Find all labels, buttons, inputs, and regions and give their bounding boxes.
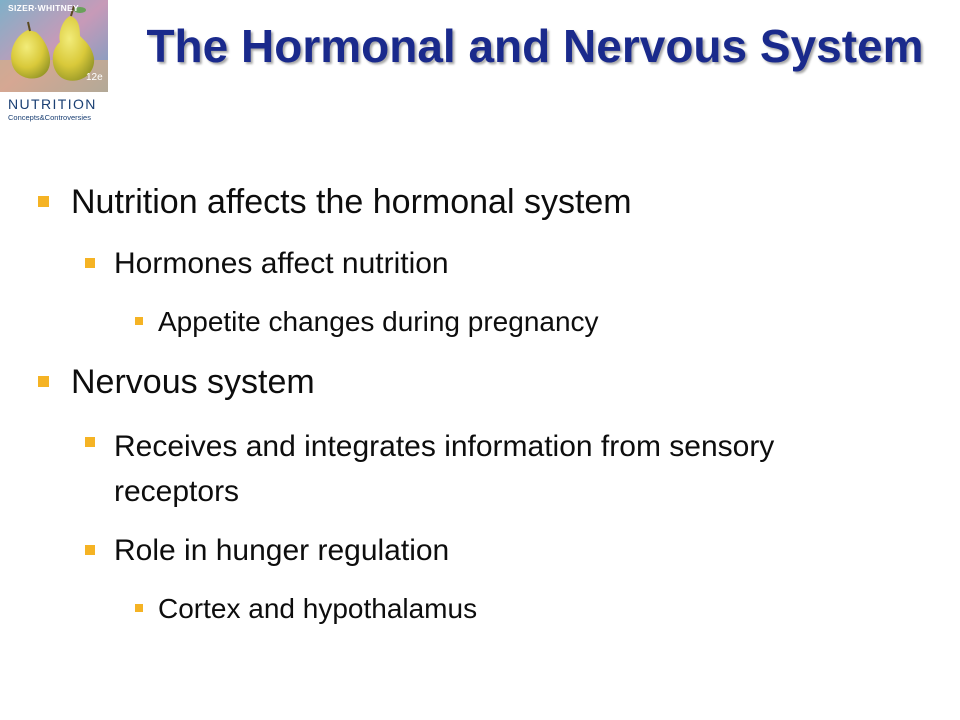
bullet-square-icon bbox=[85, 437, 95, 447]
bullet-level-2 bbox=[114, 245, 934, 283]
bullet-square-icon bbox=[38, 196, 49, 207]
logo-brand: NUTRITION bbox=[8, 96, 97, 112]
bullet-text: Nutrition affects the hormonal system bbox=[71, 183, 632, 221]
bullet-square-icon bbox=[135, 317, 143, 325]
bullet-level-3 bbox=[158, 305, 938, 339]
bullet-text: Cortex and hypothalamus bbox=[158, 593, 478, 624]
bullet-text: Hormones affect nutrition bbox=[114, 247, 449, 280]
bullet-square-icon bbox=[38, 376, 49, 387]
bullet-text: Nervous system bbox=[71, 363, 315, 401]
bullet-level-1 bbox=[71, 182, 931, 222]
bullet-level-2 bbox=[114, 424, 904, 514]
slide-title: The Hormonal and Nervous System bbox=[146, 20, 924, 72]
bullet-text: Receives and integrates information from sensory receptors bbox=[114, 430, 775, 508]
bullet-text: Role in hunger regulation bbox=[114, 534, 450, 567]
logo-subtitle: Concepts&Controversies bbox=[8, 113, 91, 122]
bullet-square-icon bbox=[85, 258, 95, 268]
bullet-level-2 bbox=[114, 532, 934, 570]
bullet-square-icon bbox=[85, 545, 95, 555]
book-cover-logo bbox=[0, 0, 112, 128]
logo-edition: 12e bbox=[86, 72, 103, 83]
logo-authors: SIZER·WHITNEY bbox=[8, 3, 79, 13]
bullet-text: Appetite changes during pregnancy bbox=[158, 306, 599, 337]
bullet-square-icon bbox=[135, 604, 143, 612]
bullet-level-3 bbox=[158, 592, 938, 626]
bullet-level-1 bbox=[71, 362, 931, 402]
